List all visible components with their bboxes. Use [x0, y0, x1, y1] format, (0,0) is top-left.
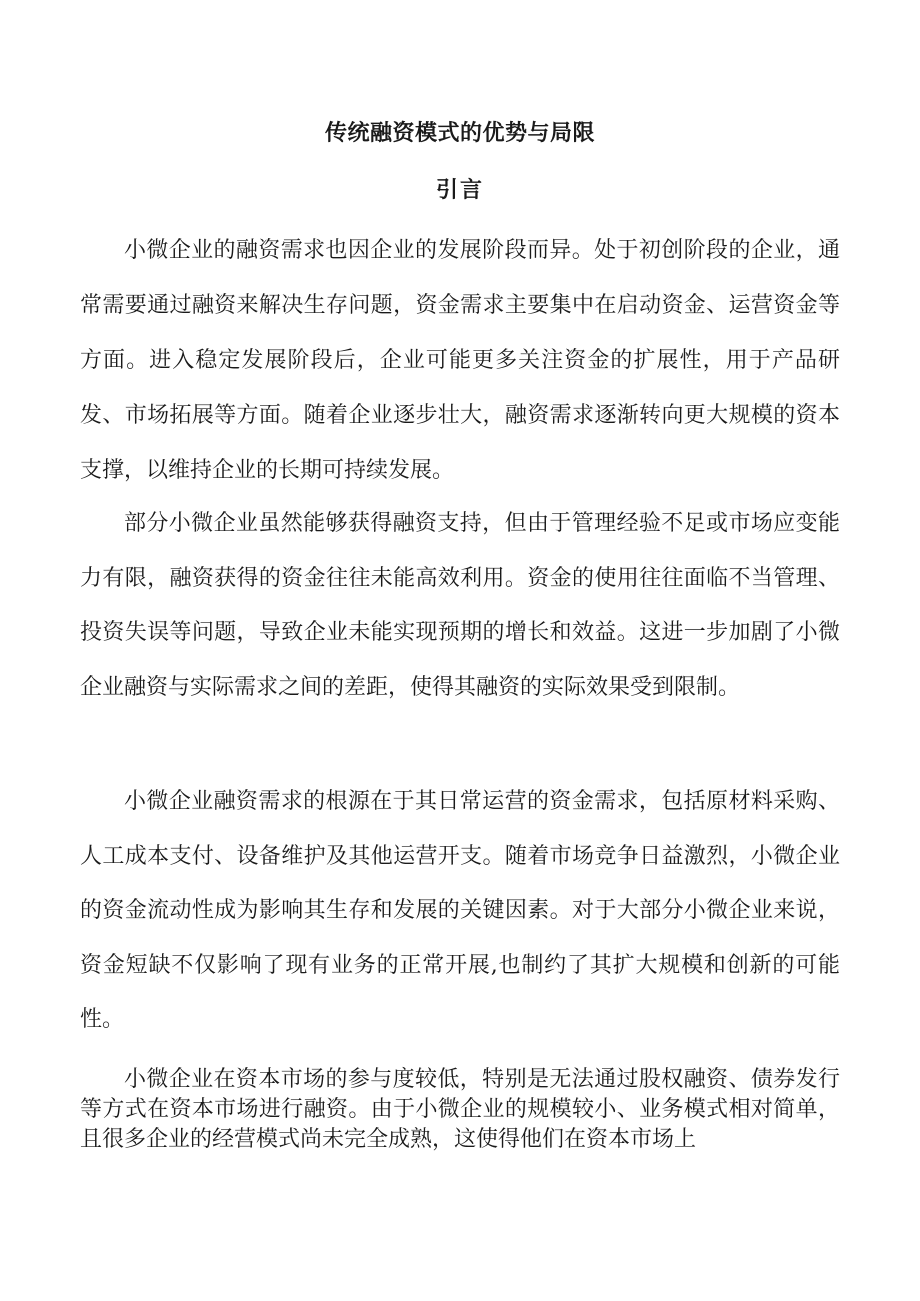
paragraph-2: 部分小微企业虽然能够获得融资支持，但由于管理经验不足或市场应变能力有限，融资获得的资金往往未能高效利用。资金的使用往往面临不当管理、投资失误等问题，导致企业未能实现预期的增长和效益。这进一步加剧了小微企业融资与实际需求之间的差距，使得其融资的实际效果受到限制。: [80, 511, 840, 700]
paragraph-4: 小微企业在资本市场的参与度较低，特别是无法通过股权融资、债券发行等方式在资本市场进行融资。由于小微企业的规模较小、业务模式相对简单，且很多企业的经营模式尚未完全成熟，这使得他们在资本市场上: [80, 1067, 840, 1152]
paragraph-1: 小微企业的融资需求也因企业的发展阶段而异。处于初创阶段的企业，通常需要通过融资来解决生存问题，资金需求主要集中在启动资金、运营资金等方面。进入稳定发展阶段后，企业可能更多关注资金的扩展性，用于产品研发、市场拓展等方面。随着企业逐步壮大，融资需求逐渐转向更大规模的资本支撑，以维持企业的长期可持续发展。: [80, 238, 840, 483]
paragraph-3: 小微企业融资需求的根源在于其日常运营的资金需求，包括原材料采购、人工成本支付、设备维护及其他运营开支。随着市场竞争日益激烈，小微企业的资金流动性成为影响其生存和发展的关键因素。对于大部分小微企业来说，资金短缺不仅影响了现有业务的正常开展,也制约了其扩大规模和创新的可能性。: [80, 789, 840, 1032]
section-heading: 引言: [435, 178, 484, 203]
document-title: 传统融资模式的优势与局限: [324, 121, 595, 146]
